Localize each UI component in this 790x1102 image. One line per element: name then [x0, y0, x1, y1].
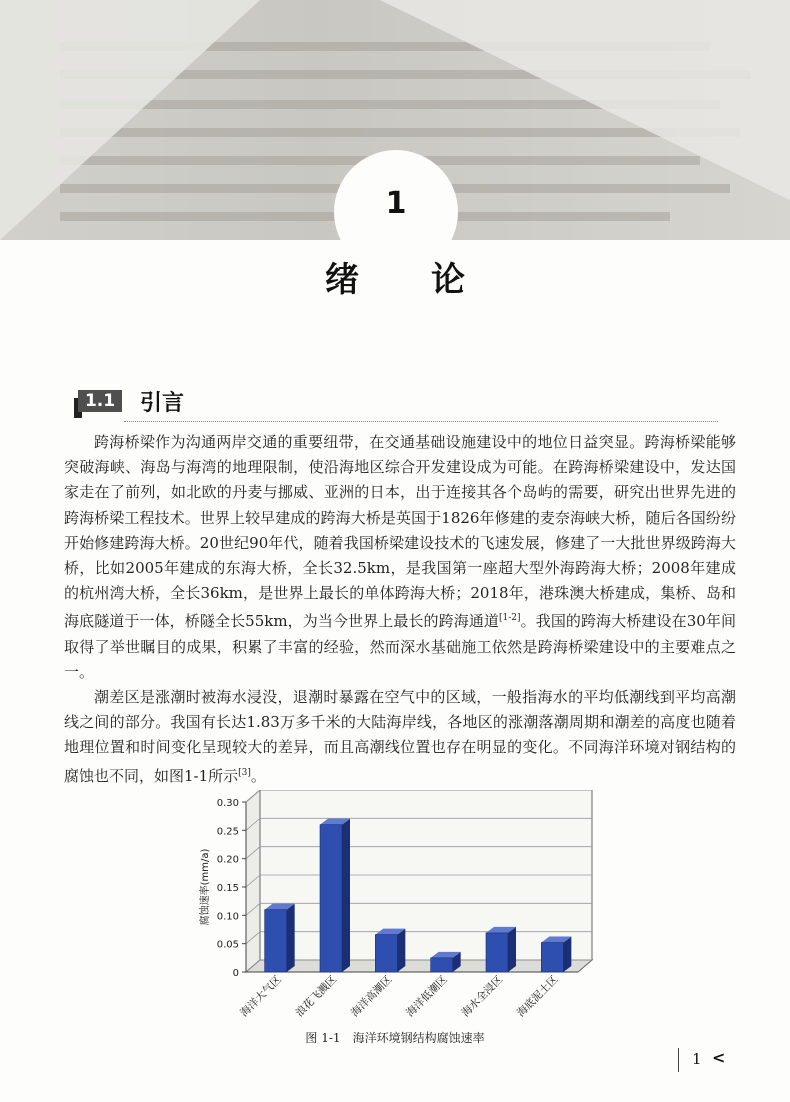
chapter-title: 绪论: [325, 260, 537, 300]
x-tick-label: 海洋高潮区: [348, 973, 395, 1020]
page-number: 1: [692, 1050, 702, 1068]
y-tick-label: 0: [232, 968, 239, 979]
corrosion-chart-svg: [190, 790, 610, 1030]
paragraph-2: [64, 685, 736, 789]
y-tick-label: 0.05: [216, 939, 239, 951]
paragraph-1-tail: 。我国的跨海大桥建设在30年间取得了举世瞩目的成果，积累了丰富的经验，然而深水基础施工依然是跨海桥梁建设中的主要难点之一。: [64, 612, 736, 681]
x-tick-label: 海底泥土区: [514, 973, 561, 1020]
x-tick-label: 海洋大气区: [238, 973, 284, 1020]
y-tick-label: 0.30: [216, 798, 239, 809]
figure-label: 图 1-1: [305, 1031, 341, 1045]
bar-side: [342, 819, 350, 972]
chart-floor: [246, 960, 592, 972]
x-tick-label: 海洋低潮区: [404, 973, 450, 1020]
bar-side: [508, 927, 516, 972]
bar: [320, 825, 342, 972]
paragraph-1: [64, 430, 736, 685]
x-tick-label: 海水全浸区: [459, 973, 506, 1020]
bar-side: [397, 929, 405, 972]
citation-1[interactable]: [1-2]: [499, 613, 521, 624]
corrosion-chart: [190, 790, 610, 1050]
bar-side: [563, 937, 571, 972]
y-tick-label: 0.20: [216, 854, 239, 866]
bar: [486, 933, 508, 972]
citation-2[interactable]: [3]: [238, 767, 251, 778]
folio-divider: [678, 1048, 679, 1072]
body-text: [64, 430, 736, 789]
section-divider: [124, 421, 718, 422]
figure-caption: [0, 1029, 790, 1046]
y-tick-label: 0.10: [216, 911, 239, 923]
section-number: 1.1: [78, 390, 122, 412]
paragraph-2-tail: 。: [250, 766, 266, 785]
bar: [541, 943, 563, 972]
paragraph-1-text: 跨海桥梁作为沟通两岸交通的重要纽带，在交通基础设施建设中的地位日益突显。跨海桥梁能够突破海峡、海岛与海湾的地理限制，使沿海地区综合开发建设成为可能。在跨海桥梁建设中，发达国家走在了前列，如北欧的丹麦与挪威、亚洲的日本，出于连接其各个岛屿的需要，研究出世界先进的跨海桥梁工程技术。世界上较早建成的跨海大桥是英国于1826年修建的麦奈海峡大桥，随后各国纷纷开始修建跨海大桥。20世纪90年代，随着我国桥梁建设技术的飞速发展，修建了一大批世界级跨海大桥，比如2005年建成的东海大桥，全长32.5km，是我国第一座超大型外海跨海大桥；2008年建成的杭州湾大桥，全长36km，是世界上最长的单体跨海大桥；2018年，港珠澳大桥建成，集桥、岛和海底隧道于一体，桥隧全长55km，为当今世界上最长的跨海通道: [64, 433, 736, 631]
folio-arrow-icon: <: [712, 1048, 726, 1067]
y-axis-label: 腐蚀速率(mm/a): [200, 848, 211, 926]
y-tick-label: 0.15: [216, 883, 239, 894]
section-title: 引言: [140, 390, 185, 416]
bar: [265, 910, 287, 972]
y-tick-label: 0.25: [216, 826, 239, 838]
x-tick-label: 浪花飞溅区: [293, 973, 340, 1020]
bar: [375, 935, 397, 972]
paragraph-2-text: 潮差区是涨潮时被海水浸没，退潮时暴露在空气中的区域，一般指海水的平均低潮线到平均高潮线之间的部分。我国有长达1.83万多千米的大陆海岸线，各地区的涨潮落潮周期和潮差的高度也随着地理位置和时间变化呈现较大的差异，而且高潮线位置也存在明显的变化。不同海洋环境对钢结构的腐蚀也不同，如图1-1所示: [64, 688, 736, 785]
chapter-number: 1: [385, 186, 407, 221]
bar: [431, 958, 453, 972]
figure-caption-text: 海洋环境钢结构腐蚀速率: [352, 1031, 485, 1045]
bar-side: [287, 904, 295, 972]
